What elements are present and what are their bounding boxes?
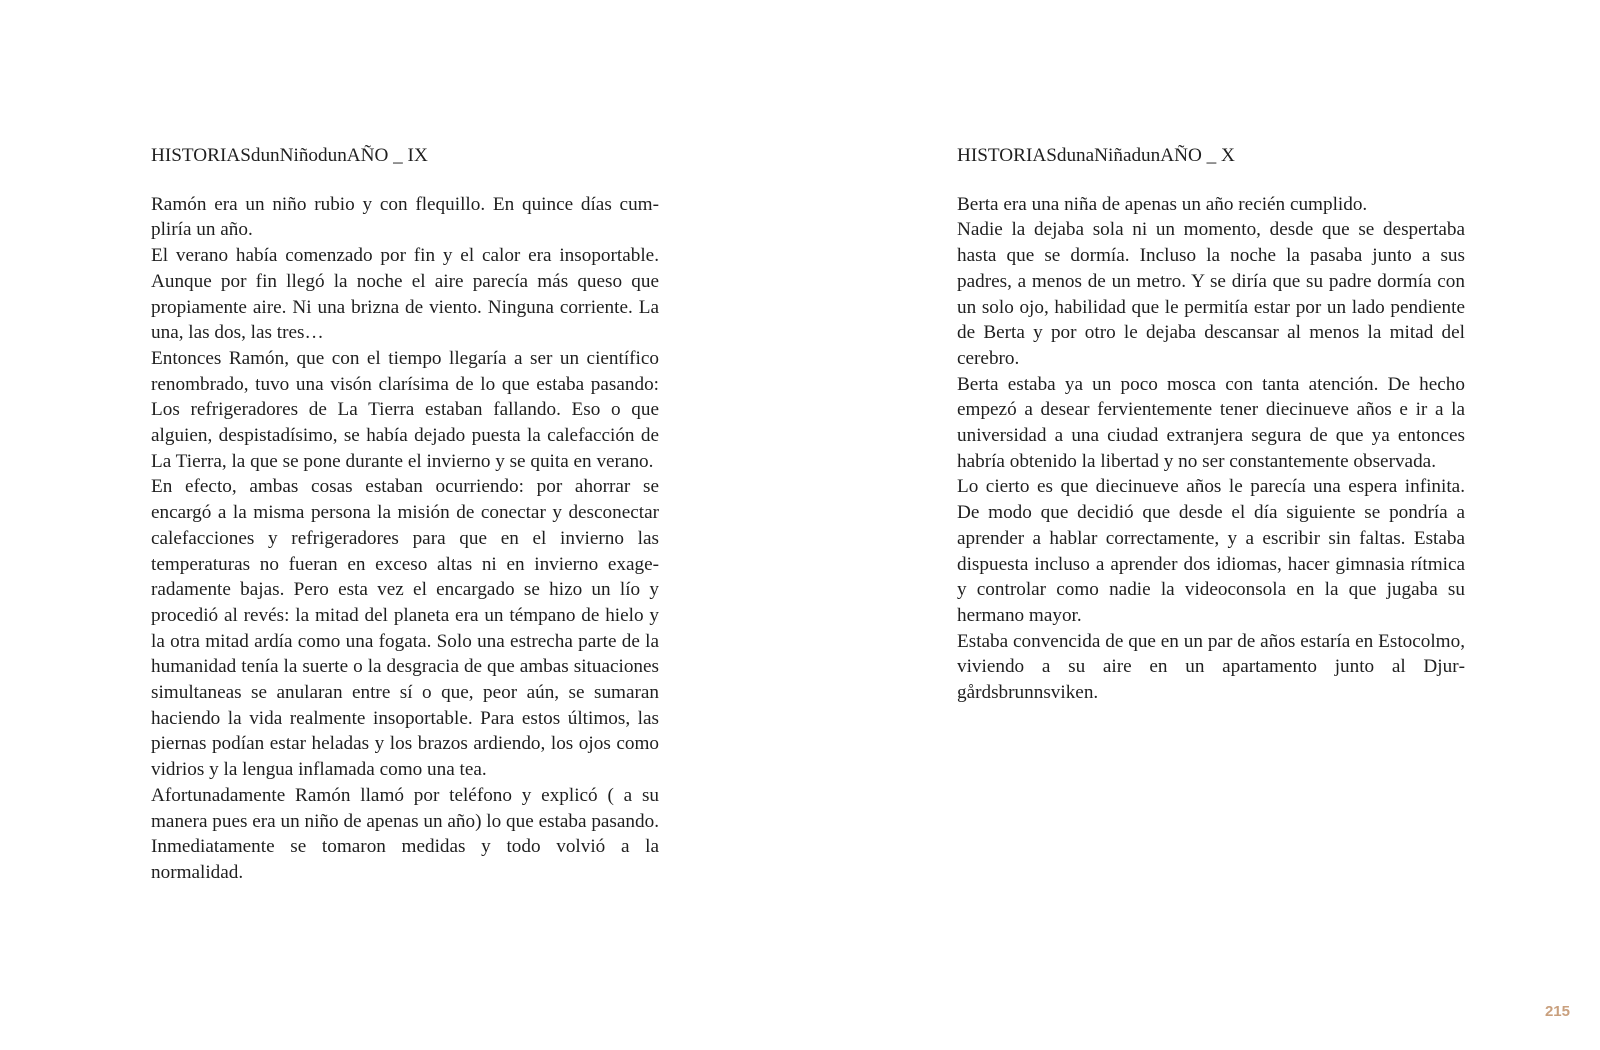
story-body-ix (151, 192, 659, 886)
story-title-ix: HISTORIASdunNiñodunAÑO _ IX (151, 145, 428, 166)
page-number: 215 (1544, 1003, 1570, 1020)
paragraph: Berta era una niña de apenas un año recién cumplido. (957, 193, 1368, 215)
story-title-x: HISTORIASdunaNiñadunAÑO _ X (957, 145, 1235, 166)
left-page (151, 143, 659, 886)
paragraph: Berta estaba ya un poco mosca con tanta atención. De hecho empezó a desear fervientemente tener diecinueve años e ir a la universidad a una ciudad extranjera segura de que ya entonces habría obtenido la libertad y no ser constantemente observada. (957, 373, 1465, 472)
paragraph: Entonces Ramón, que con el tiempo llegaría a ser un científico renombrado, tuvo una visón clarísima de lo que estaba pasando: Los refrigeradores de La Tierra estaban fallando. Eso o que alguien, despistadísimo, se había dejado puesta la calefacción de La Tierra, la que se pone durante el invierno y se quita en verano. (151, 347, 659, 472)
paragraph: Nadie la dejaba sola ni un momento, desde que se despertaba hasta que se dormía. Incluso la noche la pasaba junto a sus padres, a menos de un metro. Y se diría que su padre dormía con un solo ojo, habilidad que le permitía estar por un lado pendiente de Berta y por otro le dejaba descansar al menos la mitad del cerebro. (957, 219, 1465, 369)
story-body-x (957, 192, 1465, 706)
paragraph: El verano había comenzado por fin y el calor era insoportable. Aunque por fin llegó la noche el aire parecía más queso que propiamente aire. Ni una brizna de viento. Ninguna corriente. La una, las dos, las tres… (151, 245, 659, 344)
paragraph: Lo cierto es que diecinueve años le parecía una espera infinita. De modo que decidió que desde el día siguiente se pondría a aprender a hablar correctamente, y a escribir sin faltas. Estaba dispuesta incluso a aprender dos idiomas, hacer gimnasia rítmica y controlar como nadie la videoconsola en la que jugaba su hermano mayor. (957, 476, 1465, 626)
paragraph: Afortunadamente Ramón llamó por teléfono y explicó ( a su manera pues era un niño de apenas un año) lo que estaba pasando. Inmediatamente se tomaron medidas y todo volvió a la normalidad. (151, 784, 659, 883)
paragraph: En efecto, ambas cosas estaban ocurriendo: por ahorrar se encargó a la misma persona la misión de conectar y desconectar calefacciones y refrigeradores para que en el invierno las temperaturas no fueran en exceso altas ni en invierno exageradamente bajas. Pero esta vez el encargado se hizo un lío y procedió al revés: la mitad del planeta era un témpano de hielo y la otra mitad ardía como una fogata. Solo una estrecha parte de la humanidad tenía la suerte o la desgracia de que ambas situaciones simultaneas se anularan entre sí o que, peor aún, se sumaran haciendo la vida realmente insoportable. Para estos últimos, las piernas podían estar heladas y los brazos ardiendo, los ojos como vidrios y la lengua inflamada como una tea. (151, 476, 659, 781)
right-page (957, 143, 1465, 706)
paragraph: Ramón era un niño rubio y con flequillo. En quince días cumpliría un año. (151, 193, 659, 241)
paragraph: Estaba convencida de que en un par de años estaría en Estocolmo, viviendo a su aire en un apartamento junto al Djurgårdsbrunnsviken. (957, 630, 1465, 704)
